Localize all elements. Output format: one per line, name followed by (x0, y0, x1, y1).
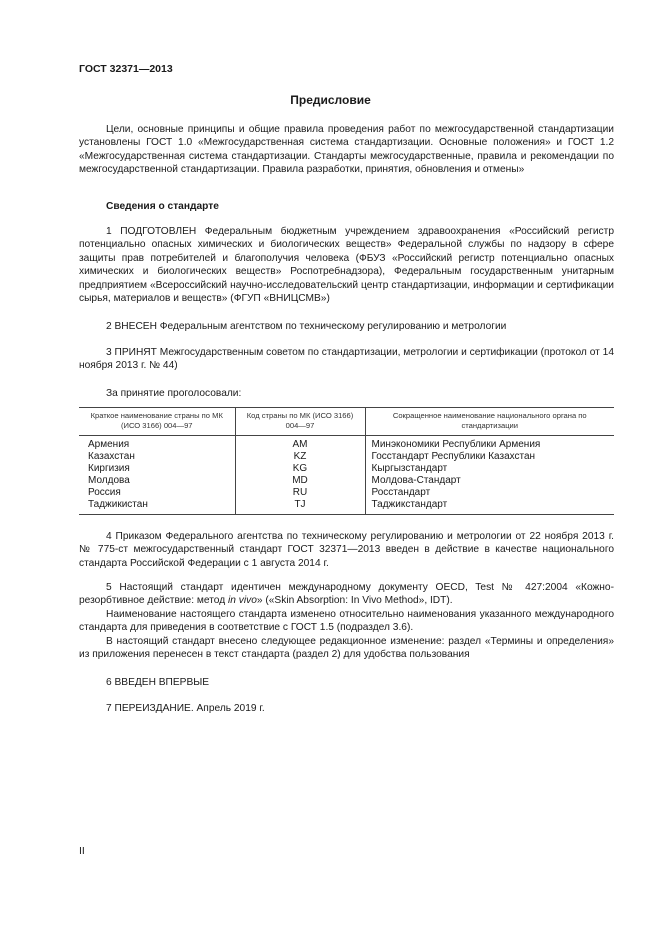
table-row (79, 436, 614, 452)
item-5-paragraph-2: Наименование настоящего стандарта изменено относительно наименования указанного международного стандарта для приведения в соответствие с ГОСТ 1.5 (подраздел 3.6). (79, 609, 614, 634)
country-cell: Молдова (88, 475, 130, 486)
table-row (79, 487, 614, 499)
header-code: Код страны по МК (ИСО 3166) 004—97 (235, 408, 365, 436)
item-5-italic: in vivo (227, 595, 257, 607)
item-2-paragraph: 2 ВНЕСЕН Федеральным агентством по техническому регулированию и метрологии (106, 321, 507, 332)
item-3-paragraph: 3 ПРИНЯТ Межгосударственным советом по стандартизации, метрологии и сертификации (протокол от 14 ноября 2013 г. № 44) (79, 347, 614, 372)
voting-table (79, 407, 614, 515)
vote-label: За принятие проголосовали: (106, 388, 242, 399)
country-cell: Армения (88, 439, 130, 450)
body-cell: Росстандарт (365, 487, 614, 499)
item-5-paragraph (79, 581, 614, 608)
body-cell: Госстандарт Республики Казахстан (365, 451, 614, 463)
document-code: ГОСТ 32371—2013 (79, 63, 173, 75)
table-row (79, 451, 614, 463)
table-header-row (79, 408, 614, 436)
page-number: II (79, 845, 85, 857)
item-6-paragraph: 6 ВВЕДЕН ВПЕРВЫЕ (106, 677, 210, 688)
table-row (79, 499, 614, 515)
item-5-text: 5 Настоящий стандарт идентичен международному документу OECD, Test № 427:2004 «Кожно-резорбтивное действие: метод (79, 582, 614, 607)
code-cell: RU (235, 487, 365, 499)
item-5-text-end: » («Skin Absorption: In Vivo Method», IDT). (256, 595, 453, 607)
intro-paragraph: Цели, основные принципы и общие правила проведения работ по межгосударственной стандартизации установлены ГОСТ 1.0 «Межгосударственная система стандартизации. Основные положения» и ГОСТ 1.2 «Межгосударственная система стандартизации. Стандарты межгосударственные, правила и рекомендации по межгосударственной стандартизации. Правила разработки, принятия, обновления и отмены» (79, 124, 614, 176)
code-cell: TJ (235, 499, 365, 515)
body-cell: Кыргызстандарт (365, 463, 614, 475)
header-body: Сокращенное наименование национального органа по стандартизации (365, 408, 614, 436)
body-cell: Молдова-Стандарт (365, 475, 614, 487)
header-country: Краткое наименование страны по МК (ИСО 3166) 004—97 (79, 408, 235, 436)
section-title: Предисловие (290, 93, 371, 107)
item-7-paragraph: 7 ПЕРЕИЗДАНИЕ. Апрель 2019 г. (106, 703, 265, 714)
body-cell: Минэкономики Республики Армения (365, 436, 614, 452)
item-4-paragraph: 4 Приказом Федерального агентства по техническому регулированию и метрологии от 22 ноября 2013 г. № 775-ст межгосударственный стандарт ГОСТ 32371—2013 введен в действие в качестве национального стандарта Российской Федерации с 1 августа 2014 г. (79, 531, 614, 569)
table-row (79, 463, 614, 475)
body-cell: Таджикстандарт (365, 499, 614, 515)
code-cell: MD (235, 475, 365, 487)
country-cell: Киргизия (88, 463, 130, 474)
table-row (79, 475, 614, 487)
info-heading: Сведения о стандарте (106, 201, 219, 212)
country-cell: Россия (88, 487, 121, 498)
code-cell: KZ (235, 451, 365, 463)
item-1-paragraph: 1 ПОДГОТОВЛЕН Федеральным бюджетным учреждением здравоохранения «Российский регистр потенциально опасных химических и биологических веществ» Федеральной службы по надзору в сфере защиты прав потребителей и благополучия человека (ФБУЗ «Российский регистр потенциально опасных химических и биологических веществ» Роспотребнадзора), Федеральным государственным унитарным предприятием «Всероссийский научно-исследовательский центр стандартизации, информации и сертификации сырья, материалов и веществ» (ФГУП «ВНИЦСМВ») (79, 226, 614, 305)
country-cell: Таджикистан (79, 499, 235, 515)
item-5-paragraph-3: В настоящий стандарт внесено следующее редакционное изменение: раздел «Термины и определения» из приложения перенесен в текст стандарта (раздел 2) для удобства пользования (79, 636, 614, 661)
code-cell: KG (235, 463, 365, 475)
code-cell: AM (235, 436, 365, 452)
country-cell: Казахстан (88, 451, 135, 462)
